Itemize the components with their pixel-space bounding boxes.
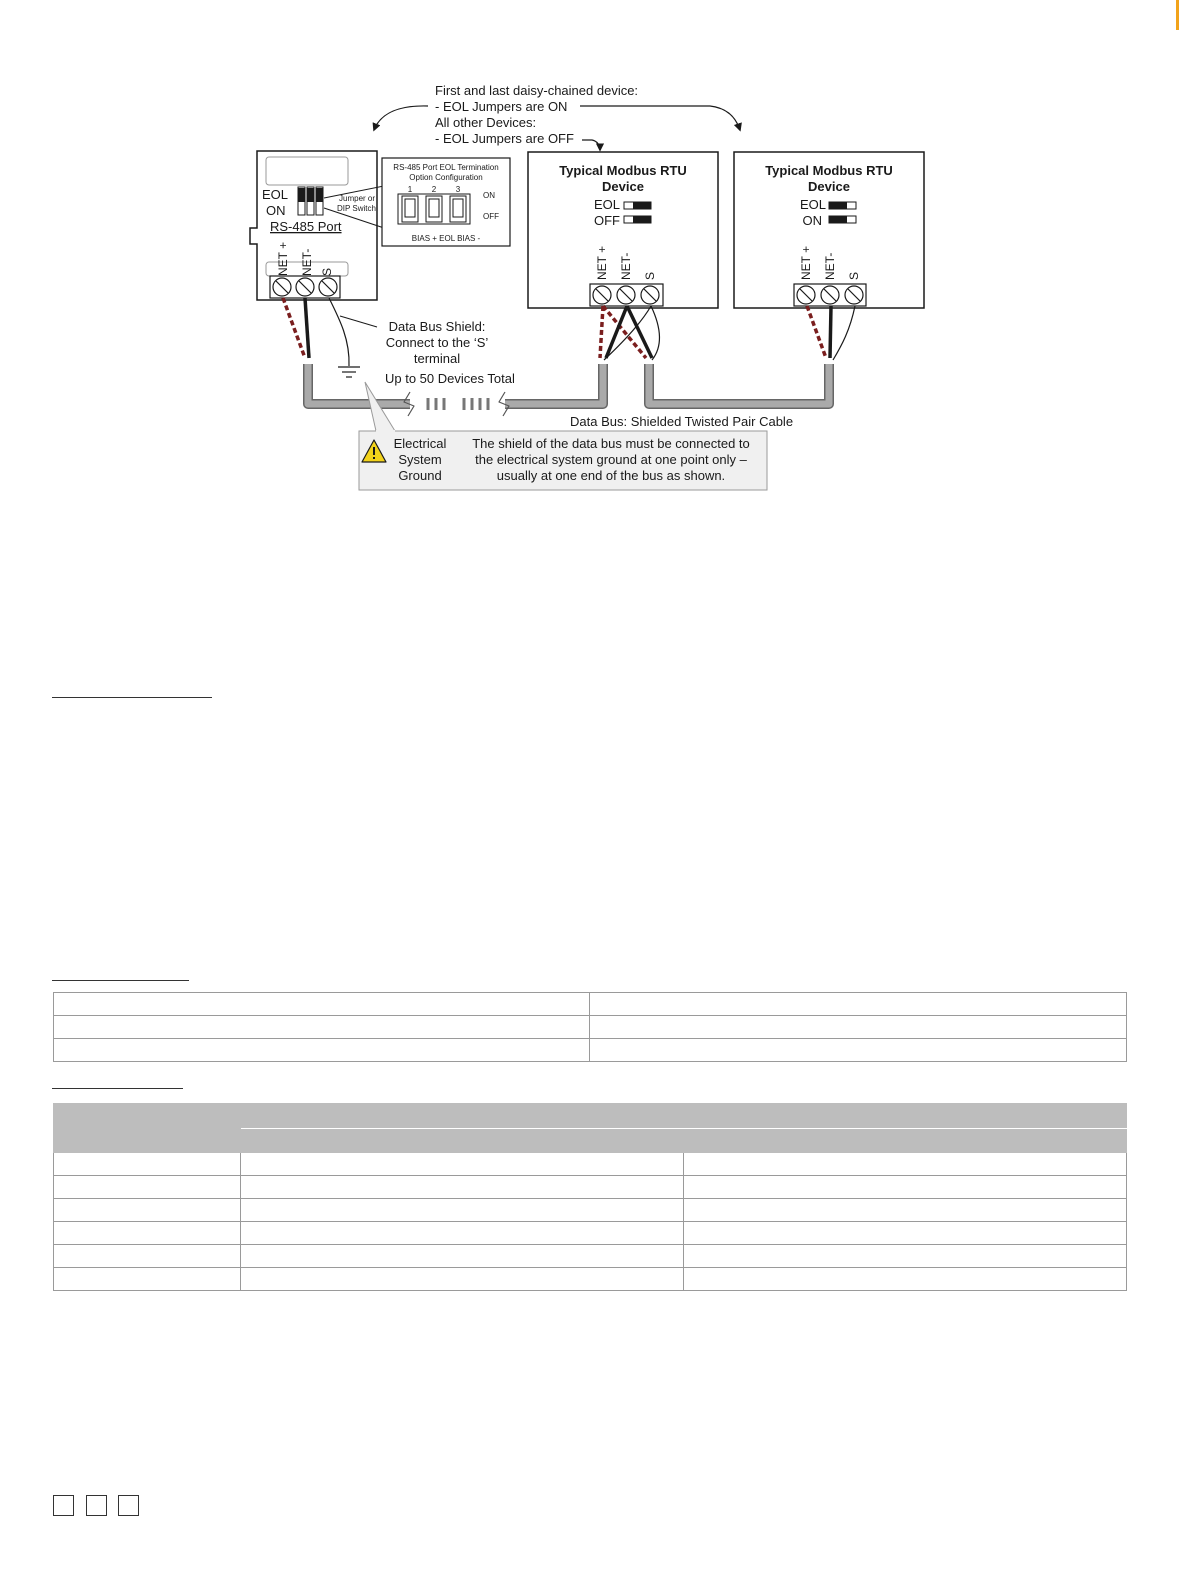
config-title-2: Option Configuration bbox=[409, 173, 483, 182]
specification-table-2 bbox=[53, 1103, 1127, 1291]
device-1-eol-label: EOL bbox=[593, 197, 620, 212]
table-row bbox=[54, 1199, 1127, 1222]
ground-label-2: System bbox=[398, 452, 442, 467]
controller-terminal-s: S bbox=[320, 267, 334, 276]
eol-callout bbox=[435, 83, 638, 146]
table-header-row bbox=[54, 1104, 1127, 1129]
config-title-1: RS-485 Port EOL Termination bbox=[393, 163, 499, 172]
footer-box-2 bbox=[86, 1495, 107, 1516]
config-number-3: 3 bbox=[455, 185, 461, 194]
ground-note-line-2: the electrical system ground at one point only – bbox=[475, 452, 747, 467]
shield-note-line-1: Data Bus Shield: bbox=[388, 319, 486, 334]
ground-symbol bbox=[338, 367, 360, 377]
arrow-to-middle-device bbox=[582, 140, 600, 150]
controller-unit bbox=[250, 151, 384, 300]
config-off-label: OFF bbox=[483, 212, 499, 221]
device-1-terminal-net-plus: NET + bbox=[595, 245, 609, 280]
section-heading-rule-1 bbox=[52, 697, 212, 698]
modbus-device-2 bbox=[734, 152, 924, 308]
table-row bbox=[54, 1268, 1127, 1291]
device-2-eol-label: EOL bbox=[799, 197, 826, 212]
callout-line-3: All other Devices: bbox=[435, 115, 537, 130]
table-row bbox=[54, 1016, 1127, 1039]
device-1-terminal-s: S bbox=[643, 271, 657, 280]
device-1-terminal-net-minus: NET- bbox=[619, 252, 633, 280]
eol-config-box bbox=[382, 158, 510, 246]
table-row bbox=[54, 1153, 1127, 1176]
modbus-device-1 bbox=[528, 152, 718, 308]
arrow-to-last-device bbox=[580, 106, 740, 130]
footer-box-1 bbox=[53, 1495, 74, 1516]
rs485-port-label: RS-485 Port bbox=[270, 219, 342, 234]
shield-note bbox=[386, 319, 489, 366]
ground-label-1: Electrical bbox=[393, 436, 447, 451]
table-row bbox=[54, 1176, 1127, 1199]
table-row bbox=[54, 1039, 1127, 1062]
ground-note-box bbox=[359, 382, 767, 490]
controller-terminal-net-minus: NET- bbox=[300, 248, 314, 276]
wiring-diagram bbox=[0, 0, 1191, 520]
section-heading-rule-3 bbox=[52, 1088, 183, 1089]
config-on-label: ON bbox=[483, 191, 495, 200]
device-2-title-1: Typical Modbus RTU bbox=[765, 163, 893, 178]
specification-table-1 bbox=[53, 992, 1127, 1062]
ground-label-3: Ground bbox=[398, 468, 442, 483]
device-1-title-1: Typical Modbus RTU bbox=[559, 163, 687, 178]
device-2-on-label: ON bbox=[802, 213, 822, 228]
table-row bbox=[54, 1222, 1127, 1245]
config-number-2: 2 bbox=[431, 185, 437, 194]
controller-terminal-net-plus: NET + bbox=[276, 241, 290, 276]
config-number-1: 1 bbox=[407, 185, 413, 194]
footer-box-3 bbox=[118, 1495, 139, 1516]
device-2-title-2: Device bbox=[808, 179, 850, 194]
callout-line-4: - EOL Jumpers are OFF bbox=[435, 131, 574, 146]
controller-jumper-block bbox=[298, 187, 323, 215]
device-1-title-2: Device bbox=[602, 179, 644, 194]
callout-line-1: First and last daisy-chained device: bbox=[435, 83, 639, 98]
device-1-off-label: OFF bbox=[594, 213, 620, 228]
jumper-label-1: Jumper or bbox=[339, 194, 376, 203]
controller-eol-label: EOL bbox=[262, 187, 289, 202]
shield-leader-line bbox=[340, 316, 377, 327]
shield-note-line-2: Connect to the ‘S’ bbox=[385, 335, 489, 350]
table-row bbox=[54, 993, 1127, 1016]
shield-note-line-3: terminal bbox=[413, 351, 461, 366]
ground-note-line-3: usually at one end of the bus as shown. bbox=[496, 468, 726, 483]
device-2-terminal-net-minus: NET- bbox=[823, 252, 837, 280]
jumper-label-2: DIP Switch bbox=[337, 204, 376, 213]
device-2-terminal-s: S bbox=[847, 271, 861, 280]
callout-line-2: - EOL Jumpers are ON bbox=[435, 99, 568, 114]
table-row bbox=[54, 1245, 1127, 1268]
controller-on-label: ON bbox=[266, 203, 286, 218]
devices-total-label: Up to 50 Devices Total bbox=[385, 371, 515, 386]
cable-label: Data Bus: Shielded Twisted Pair Cable bbox=[570, 414, 794, 429]
config-bias-label: BIAS + EOL BIAS - bbox=[411, 234, 481, 243]
ground-note-line-1: The shield of the data bus must be connected to bbox=[472, 436, 750, 451]
device-2-terminal-net-plus: NET + bbox=[799, 245, 813, 280]
section-heading-rule-2 bbox=[52, 980, 189, 981]
arrow-to-controller bbox=[374, 106, 428, 130]
